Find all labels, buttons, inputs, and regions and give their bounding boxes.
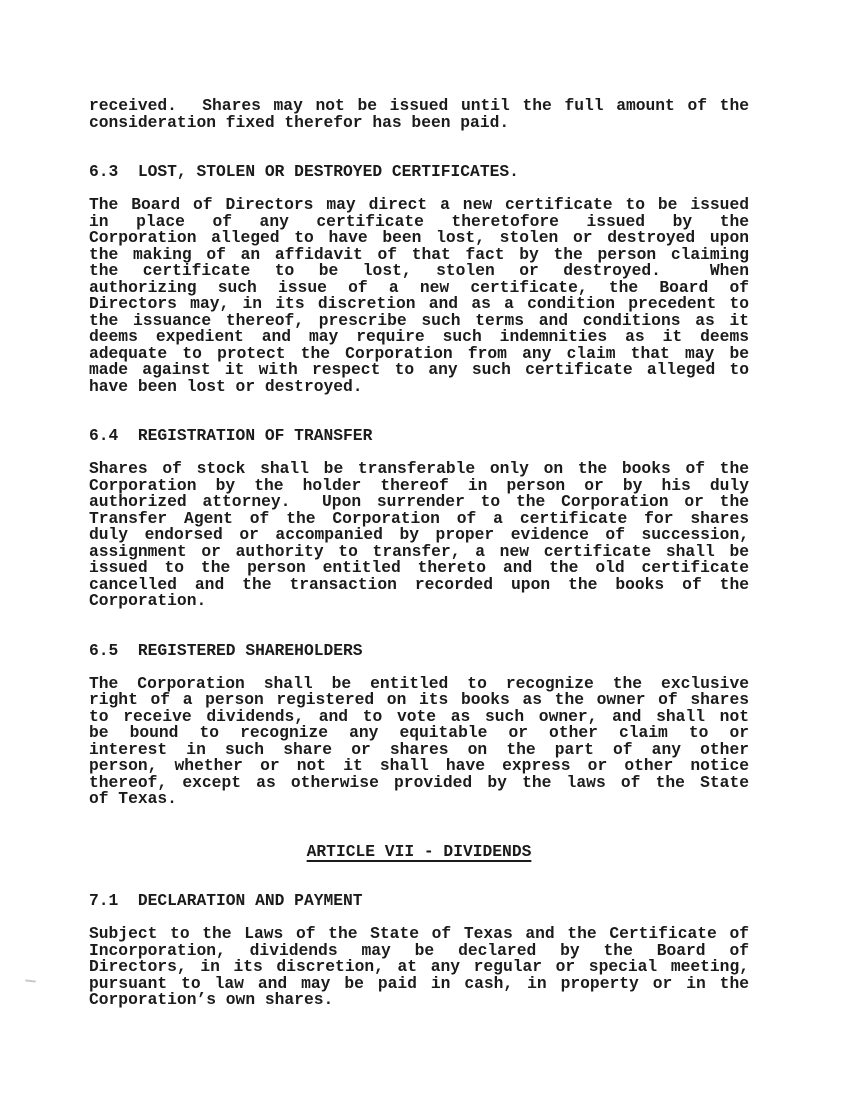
paragraph	[89, 461, 749, 610]
paragraph	[89, 673, 749, 808]
paragraph	[89, 98, 749, 131]
text-line: right of a person registered on its books as the owner of shares	[89, 690, 749, 709]
text-line: received. Shares may not be issued until the full amount of the	[89, 96, 749, 115]
text-line: made against it with respect to any such certificate alleged to	[89, 360, 749, 379]
text-line: Subject to the Laws of the State of Texas and the Certificate of	[89, 924, 749, 943]
text-line: thereof, except as otherwise provided by the laws of the State	[89, 772, 749, 792]
text-line: person, whether or not it shall have express or other notice	[89, 756, 749, 775]
text-line: duly endorsed or accompanied by proper evidence of succession,	[89, 525, 749, 544]
text-line: Corporation by the holder thereof in person or by his duly	[89, 475, 749, 495]
article-heading	[89, 841, 749, 861]
article-heading-text: ARTICLE VII - DIVIDENDS	[306, 841, 532, 861]
text-line: Corporation alleged to have been lost, stolen or destroyed upon	[89, 228, 749, 247]
section-heading: 6.5 REGISTERED SHAREHOLDERS	[89, 640, 363, 660]
text-line: pursuant to law and may be paid in cash, in property or in the	[89, 973, 749, 993]
text-line: Corporation.	[89, 591, 207, 610]
text-line: Corporation’s own shares.	[89, 990, 334, 1009]
text-line: issued to the person entitled thereto and the old certificate	[89, 558, 749, 577]
text-line: the certificate to be lost, stolen or destroyed. When	[89, 261, 749, 280]
text-line: have been lost or destroyed.	[89, 376, 363, 396]
section-heading: 7.1 DECLARATION AND PAYMENT	[89, 891, 363, 910]
text-line: assignment or authority to transfer, a new certificate shall be	[89, 541, 749, 561]
text-line: Shares of stock shall be transferable only on the books of the	[89, 459, 749, 478]
paragraph	[89, 926, 749, 1009]
text-line: The Corporation shall be entitled to recognize the exclusive	[89, 673, 749, 693]
text-line: in place of any certificate theretofore issued by the	[89, 211, 749, 231]
text-line: of Texas.	[89, 789, 177, 808]
text-line: authorizing such issue of a new certificate, the Board of	[89, 277, 749, 297]
text-line: interest in such share or shares on the part of any other	[89, 739, 749, 759]
section-heading: 6.4 REGISTRATION OF TRANSFER	[89, 426, 373, 445]
scan-artifact-mark	[25, 979, 36, 982]
text-line: to receive dividends, and to vote as such owner, and shall not	[89, 706, 749, 726]
text-line: adequate to protect the Corporation from any claim that may be	[89, 343, 749, 363]
text-line: the issuance thereof, prescribe such terms and conditions as it	[89, 310, 749, 330]
text-line: the making of an affidavit of that fact by the person claiming	[89, 244, 749, 264]
text-line: consideration fixed therefor has been paid.	[89, 112, 510, 132]
text-line: cancelled and the transaction recorded upon the books of the	[89, 574, 749, 594]
text-line: deems expedient and may require such indemnities as it deems	[89, 327, 749, 346]
text-line: authorized attorney. Upon surrender to the Corporation or the	[89, 492, 749, 511]
text-line: Directors, in its discretion, at any regular or special meeting,	[89, 957, 749, 976]
text-line: Transfer Agent of the Corporation of a certificate for shares	[89, 508, 749, 528]
text-line: be bound to recognize any equitable or other claim to or	[89, 723, 749, 742]
document-body	[89, 98, 749, 1009]
paragraph	[89, 197, 749, 395]
section-heading: 6.3 LOST, STOLEN OR DESTROYED CERTIFICATES.	[89, 162, 519, 181]
text-line: The Board of Directors may direct a new certificate to be issued	[89, 195, 749, 214]
text-line: Incorporation, dividends may be declared by the Board of	[89, 940, 749, 960]
text-line: Directors may, in its discretion and as a condition precedent to	[89, 294, 749, 313]
